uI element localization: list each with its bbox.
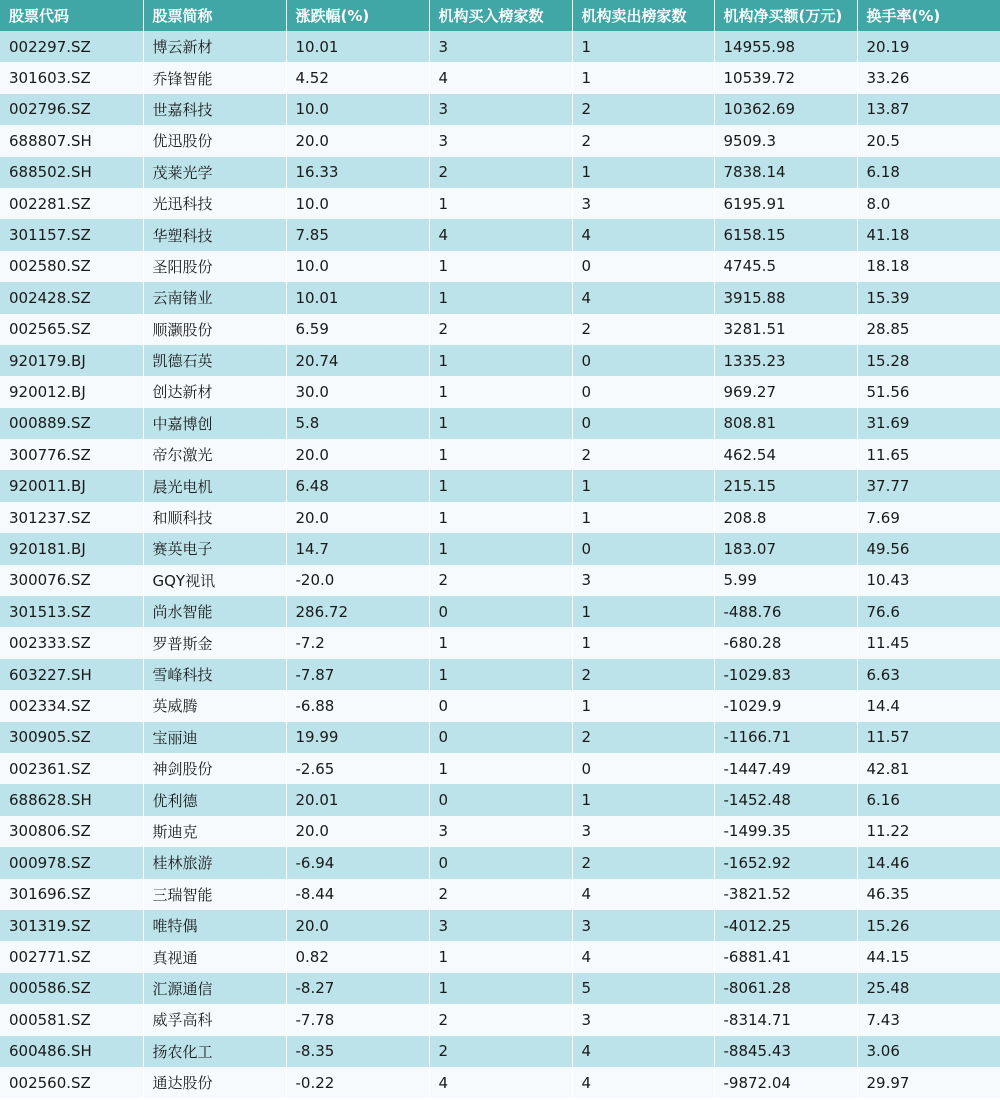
cell-stock-name: 晨光电机 <box>143 470 286 501</box>
cell-change-pct: 16.33 <box>286 157 429 188</box>
cell-inst-net-buy: 10539.72 <box>714 62 857 93</box>
cell-inst-net-buy: -488.76 <box>714 596 857 627</box>
cell-turnover-rate: 6.63 <box>857 659 1000 690</box>
cell-inst-net-buy: 6195.91 <box>714 188 857 219</box>
cell-stock-code: 920011.BJ <box>0 470 143 501</box>
cell-stock-name: 汇源通信 <box>143 973 286 1004</box>
table-row[interactable] <box>0 879 1000 910</box>
cell-inst-sell-count: 4 <box>572 282 714 313</box>
header-change-pct[interactable]: 涨跌幅(%) <box>286 0 429 31</box>
cell-inst-sell-count: 4 <box>572 941 714 972</box>
cell-change-pct: 30.0 <box>286 376 429 407</box>
cell-turnover-rate: 49.56 <box>857 533 1000 564</box>
header-turnover-rate[interactable]: 换手率(%) <box>857 0 1000 31</box>
cell-turnover-rate: 13.87 <box>857 94 1000 125</box>
table-row[interactable] <box>0 157 1000 188</box>
cell-stock-code: 688807.SH <box>0 125 143 156</box>
cell-change-pct: 20.0 <box>286 502 429 533</box>
cell-inst-sell-count: 2 <box>572 94 714 125</box>
cell-turnover-rate: 18.18 <box>857 251 1000 282</box>
cell-change-pct: -2.65 <box>286 753 429 784</box>
cell-inst-sell-count: 3 <box>572 1004 714 1035</box>
cell-stock-code: 920179.BJ <box>0 345 143 376</box>
cell-inst-net-buy: -8845.43 <box>714 1036 857 1067</box>
cell-inst-buy-count: 2 <box>429 879 572 910</box>
cell-inst-buy-count: 1 <box>429 973 572 1004</box>
cell-turnover-rate: 11.22 <box>857 816 1000 847</box>
cell-inst-buy-count: 3 <box>429 31 572 62</box>
cell-change-pct: 20.0 <box>286 125 429 156</box>
cell-change-pct: -7.87 <box>286 659 429 690</box>
cell-change-pct: 6.48 <box>286 470 429 501</box>
cell-inst-net-buy: -4012.25 <box>714 910 857 941</box>
table-row[interactable] <box>0 62 1000 93</box>
cell-change-pct: -7.2 <box>286 627 429 658</box>
table-row[interactable] <box>0 502 1000 533</box>
cell-change-pct: -8.27 <box>286 973 429 1004</box>
cell-turnover-rate: 14.4 <box>857 690 1000 721</box>
cell-inst-sell-count: 1 <box>572 596 714 627</box>
cell-inst-buy-count: 1 <box>429 627 572 658</box>
cell-change-pct: 10.01 <box>286 282 429 313</box>
table-row[interactable] <box>0 847 1000 878</box>
cell-turnover-rate: 7.69 <box>857 502 1000 533</box>
table-row[interactable] <box>0 1036 1000 1067</box>
cell-change-pct: 20.74 <box>286 345 429 376</box>
cell-change-pct: 10.0 <box>286 94 429 125</box>
cell-inst-sell-count: 2 <box>572 439 714 470</box>
cell-inst-sell-count: 4 <box>572 1067 714 1098</box>
cell-inst-buy-count: 3 <box>429 94 572 125</box>
cell-turnover-rate: 25.48 <box>857 973 1000 1004</box>
cell-inst-sell-count: 3 <box>572 816 714 847</box>
table-row[interactable] <box>0 251 1000 282</box>
cell-change-pct: 20.0 <box>286 910 429 941</box>
cell-inst-sell-count: 0 <box>572 376 714 407</box>
cell-inst-sell-count: 0 <box>572 533 714 564</box>
cell-inst-sell-count: 1 <box>572 31 714 62</box>
cell-stock-code: 301513.SZ <box>0 596 143 627</box>
cell-inst-net-buy: 9509.3 <box>714 125 857 156</box>
table-row[interactable] <box>0 376 1000 407</box>
cell-inst-buy-count: 0 <box>429 847 572 878</box>
cell-inst-buy-count: 0 <box>429 596 572 627</box>
cell-inst-buy-count: 2 <box>429 157 572 188</box>
cell-change-pct: -0.22 <box>286 1067 429 1098</box>
table-row[interactable] <box>0 722 1000 753</box>
cell-change-pct: 0.82 <box>286 941 429 972</box>
cell-inst-buy-count: 0 <box>429 722 572 753</box>
cell-stock-name: 桂林旅游 <box>143 847 286 878</box>
cell-inst-buy-count: 3 <box>429 125 572 156</box>
cell-inst-sell-count: 1 <box>572 690 714 721</box>
cell-inst-sell-count: 4 <box>572 879 714 910</box>
table-row[interactable] <box>0 596 1000 627</box>
table-row[interactable] <box>0 816 1000 847</box>
cell-inst-net-buy: -1652.92 <box>714 847 857 878</box>
cell-inst-net-buy: -8314.71 <box>714 1004 857 1035</box>
table-header-row <box>0 0 1000 31</box>
cell-change-pct: 10.01 <box>286 31 429 62</box>
cell-inst-net-buy: 3915.88 <box>714 282 857 313</box>
cell-inst-net-buy: -3821.52 <box>714 879 857 910</box>
cell-inst-net-buy: -1029.83 <box>714 659 857 690</box>
cell-stock-name: 三瑞智能 <box>143 879 286 910</box>
cell-turnover-rate: 46.35 <box>857 879 1000 910</box>
table-row[interactable] <box>0 408 1000 439</box>
table-row[interactable] <box>0 973 1000 1004</box>
cell-inst-sell-count: 3 <box>572 565 714 596</box>
cell-turnover-rate: 15.28 <box>857 345 1000 376</box>
cell-inst-net-buy: 6158.15 <box>714 219 857 250</box>
cell-stock-name: 优利德 <box>143 784 286 815</box>
cell-stock-name: 世嘉科技 <box>143 94 286 125</box>
table-row[interactable] <box>0 1004 1000 1035</box>
cell-inst-buy-count: 1 <box>429 188 572 219</box>
cell-turnover-rate: 10.43 <box>857 565 1000 596</box>
cell-turnover-rate: 20.19 <box>857 31 1000 62</box>
cell-inst-sell-count: 0 <box>572 345 714 376</box>
cell-stock-code: 000586.SZ <box>0 973 143 1004</box>
cell-inst-net-buy: 5.99 <box>714 565 857 596</box>
cell-inst-buy-count: 2 <box>429 1004 572 1035</box>
table-row[interactable] <box>0 565 1000 596</box>
cell-inst-sell-count: 3 <box>572 910 714 941</box>
cell-turnover-rate: 7.43 <box>857 1004 1000 1035</box>
cell-inst-net-buy: 10362.69 <box>714 94 857 125</box>
cell-inst-net-buy: -680.28 <box>714 627 857 658</box>
cell-turnover-rate: 41.18 <box>857 219 1000 250</box>
cell-inst-buy-count: 0 <box>429 784 572 815</box>
cell-change-pct: -6.88 <box>286 690 429 721</box>
cell-inst-buy-count: 2 <box>429 1036 572 1067</box>
header-inst-buy-count[interactable]: 机构买入榜家数 <box>429 0 572 31</box>
cell-inst-net-buy: -6881.41 <box>714 941 857 972</box>
cell-turnover-rate: 11.45 <box>857 627 1000 658</box>
cell-turnover-rate: 44.15 <box>857 941 1000 972</box>
cell-inst-buy-count: 2 <box>429 314 572 345</box>
cell-inst-sell-count: 0 <box>572 753 714 784</box>
cell-stock-name: GQY视讯 <box>143 565 286 596</box>
cell-inst-sell-count: 1 <box>572 62 714 93</box>
cell-change-pct: 20.0 <box>286 439 429 470</box>
cell-stock-name: 斯迪克 <box>143 816 286 847</box>
cell-inst-buy-count: 1 <box>429 502 572 533</box>
cell-change-pct: -8.35 <box>286 1036 429 1067</box>
cell-stock-name: 雪峰科技 <box>143 659 286 690</box>
table-row[interactable] <box>0 910 1000 941</box>
cell-inst-net-buy: 7838.14 <box>714 157 857 188</box>
table-row[interactable] <box>0 345 1000 376</box>
cell-turnover-rate: 31.69 <box>857 408 1000 439</box>
cell-inst-buy-count: 1 <box>429 282 572 313</box>
cell-inst-net-buy: 1335.23 <box>714 345 857 376</box>
table-row[interactable] <box>0 282 1000 313</box>
cell-turnover-rate: 6.18 <box>857 157 1000 188</box>
cell-stock-code: 300076.SZ <box>0 565 143 596</box>
cell-turnover-rate: 20.5 <box>857 125 1000 156</box>
cell-stock-name: 唯特偶 <box>143 910 286 941</box>
cell-inst-sell-count: 2 <box>572 847 714 878</box>
cell-inst-buy-count: 4 <box>429 62 572 93</box>
cell-inst-buy-count: 1 <box>429 251 572 282</box>
cell-stock-code: 688628.SH <box>0 784 143 815</box>
cell-inst-net-buy: 14955.98 <box>714 31 857 62</box>
cell-stock-name: 英威腾 <box>143 690 286 721</box>
cell-change-pct: 4.52 <box>286 62 429 93</box>
table-row[interactable] <box>0 659 1000 690</box>
cell-inst-buy-count: 1 <box>429 376 572 407</box>
cell-stock-code: 002281.SZ <box>0 188 143 219</box>
cell-inst-buy-count: 1 <box>429 753 572 784</box>
cell-stock-code: 301319.SZ <box>0 910 143 941</box>
table-row[interactable] <box>0 533 1000 564</box>
cell-inst-sell-count: 3 <box>572 188 714 219</box>
table-row[interactable] <box>0 31 1000 62</box>
cell-inst-buy-count: 1 <box>429 533 572 564</box>
table-row[interactable] <box>0 941 1000 972</box>
cell-inst-net-buy: -1166.71 <box>714 722 857 753</box>
table-row[interactable] <box>0 784 1000 815</box>
cell-stock-name: 优迅股份 <box>143 125 286 156</box>
cell-inst-sell-count: 1 <box>572 470 714 501</box>
cell-change-pct: 19.99 <box>286 722 429 753</box>
header-inst-sell-count[interactable]: 机构卖出榜家数 <box>572 0 714 31</box>
cell-stock-name: 博云新材 <box>143 31 286 62</box>
cell-inst-sell-count: 1 <box>572 502 714 533</box>
cell-change-pct: -20.0 <box>286 565 429 596</box>
cell-stock-code: 002580.SZ <box>0 251 143 282</box>
cell-stock-code: 000978.SZ <box>0 847 143 878</box>
cell-stock-name: 圣阳股份 <box>143 251 286 282</box>
table-row[interactable] <box>0 314 1000 345</box>
cell-inst-buy-count: 1 <box>429 439 572 470</box>
table-row[interactable] <box>0 753 1000 784</box>
cell-stock-name: 顺灏股份 <box>143 314 286 345</box>
cell-stock-code: 002334.SZ <box>0 690 143 721</box>
cell-inst-net-buy: 462.54 <box>714 439 857 470</box>
table-row[interactable] <box>0 188 1000 219</box>
cell-inst-buy-count: 3 <box>429 816 572 847</box>
cell-stock-code: 002428.SZ <box>0 282 143 313</box>
cell-inst-net-buy: 808.81 <box>714 408 857 439</box>
cell-inst-buy-count: 0 <box>429 690 572 721</box>
cell-change-pct: 6.59 <box>286 314 429 345</box>
cell-stock-name: 扬农化工 <box>143 1036 286 1067</box>
cell-turnover-rate: 14.46 <box>857 847 1000 878</box>
cell-stock-code: 603227.SH <box>0 659 143 690</box>
cell-turnover-rate: 29.97 <box>857 1067 1000 1098</box>
cell-stock-name: 神剑股份 <box>143 753 286 784</box>
cell-stock-code: 000581.SZ <box>0 1004 143 1035</box>
header-inst-net-buy[interactable]: 机构净买额(万元) <box>714 0 857 31</box>
cell-stock-name: 尚水智能 <box>143 596 286 627</box>
cell-inst-net-buy: 183.07 <box>714 533 857 564</box>
header-stock-code[interactable]: 股票代码 <box>0 0 143 31</box>
cell-stock-name: 帝尔激光 <box>143 439 286 470</box>
cell-inst-net-buy: -1029.9 <box>714 690 857 721</box>
cell-stock-name: 中嘉博创 <box>143 408 286 439</box>
cell-stock-code: 002560.SZ <box>0 1067 143 1098</box>
cell-stock-code: 000889.SZ <box>0 408 143 439</box>
cell-turnover-rate: 6.16 <box>857 784 1000 815</box>
cell-stock-name: 创达新材 <box>143 376 286 407</box>
cell-inst-sell-count: 2 <box>572 659 714 690</box>
cell-inst-net-buy: 208.8 <box>714 502 857 533</box>
cell-stock-name: 罗普斯金 <box>143 627 286 658</box>
cell-inst-sell-count: 1 <box>572 157 714 188</box>
table-row[interactable] <box>0 94 1000 125</box>
cell-stock-name: 赛英电子 <box>143 533 286 564</box>
cell-stock-name: 威孚高科 <box>143 1004 286 1035</box>
cell-stock-code: 301696.SZ <box>0 879 143 910</box>
cell-inst-sell-count: 4 <box>572 1036 714 1067</box>
cell-stock-name: 真视通 <box>143 941 286 972</box>
cell-turnover-rate: 15.26 <box>857 910 1000 941</box>
cell-turnover-rate: 11.57 <box>857 722 1000 753</box>
cell-inst-sell-count: 0 <box>572 408 714 439</box>
cell-inst-buy-count: 4 <box>429 1067 572 1098</box>
cell-stock-code: 301237.SZ <box>0 502 143 533</box>
cell-change-pct: 20.0 <box>286 816 429 847</box>
table-row[interactable] <box>0 690 1000 721</box>
table-body <box>0 31 1000 1098</box>
cell-stock-code: 301157.SZ <box>0 219 143 250</box>
cell-stock-name: 乔锋智能 <box>143 62 286 93</box>
cell-change-pct: -7.78 <box>286 1004 429 1035</box>
cell-turnover-rate: 33.26 <box>857 62 1000 93</box>
cell-stock-code: 002333.SZ <box>0 627 143 658</box>
cell-change-pct: -6.94 <box>286 847 429 878</box>
cell-turnover-rate: 51.56 <box>857 376 1000 407</box>
cell-inst-buy-count: 1 <box>429 659 572 690</box>
cell-inst-buy-count: 4 <box>429 219 572 250</box>
cell-inst-net-buy: 215.15 <box>714 470 857 501</box>
cell-inst-buy-count: 3 <box>429 910 572 941</box>
cell-stock-code: 002771.SZ <box>0 941 143 972</box>
cell-stock-name: 光迅科技 <box>143 188 286 219</box>
table-row[interactable] <box>0 125 1000 156</box>
cell-turnover-rate: 28.85 <box>857 314 1000 345</box>
cell-stock-code: 002565.SZ <box>0 314 143 345</box>
cell-stock-name: 茂莱光学 <box>143 157 286 188</box>
cell-inst-net-buy: 969.27 <box>714 376 857 407</box>
table-row[interactable] <box>0 439 1000 470</box>
cell-stock-code: 600486.SH <box>0 1036 143 1067</box>
cell-stock-code: 688502.SH <box>0 157 143 188</box>
cell-change-pct: 286.72 <box>286 596 429 627</box>
cell-inst-sell-count: 2 <box>572 722 714 753</box>
cell-stock-code: 920181.BJ <box>0 533 143 564</box>
table-row[interactable] <box>0 627 1000 658</box>
cell-stock-name: 云南锗业 <box>143 282 286 313</box>
cell-inst-buy-count: 1 <box>429 941 572 972</box>
cell-change-pct: 7.85 <box>286 219 429 250</box>
table-row[interactable] <box>0 219 1000 250</box>
cell-inst-net-buy: -1499.35 <box>714 816 857 847</box>
cell-stock-code: 300905.SZ <box>0 722 143 753</box>
cell-turnover-rate: 15.39 <box>857 282 1000 313</box>
cell-inst-net-buy: 4745.5 <box>714 251 857 282</box>
cell-inst-sell-count: 5 <box>572 973 714 1004</box>
cell-inst-buy-count: 1 <box>429 345 572 376</box>
cell-stock-code: 920012.BJ <box>0 376 143 407</box>
table-row[interactable] <box>0 1067 1000 1098</box>
cell-change-pct: 14.7 <box>286 533 429 564</box>
cell-inst-buy-count: 1 <box>429 408 572 439</box>
cell-turnover-rate: 11.65 <box>857 439 1000 470</box>
cell-turnover-rate: 3.06 <box>857 1036 1000 1067</box>
cell-stock-code: 002297.SZ <box>0 31 143 62</box>
cell-change-pct: -8.44 <box>286 879 429 910</box>
cell-inst-sell-count: 1 <box>572 784 714 815</box>
cell-stock-name: 和顺科技 <box>143 502 286 533</box>
cell-turnover-rate: 42.81 <box>857 753 1000 784</box>
cell-change-pct: 10.0 <box>286 251 429 282</box>
cell-stock-code: 301603.SZ <box>0 62 143 93</box>
cell-stock-name: 通达股份 <box>143 1067 286 1098</box>
cell-inst-sell-count: 4 <box>572 219 714 250</box>
cell-change-pct: 5.8 <box>286 408 429 439</box>
cell-stock-name: 凯德石英 <box>143 345 286 376</box>
cell-inst-sell-count: 2 <box>572 314 714 345</box>
cell-inst-buy-count: 1 <box>429 470 572 501</box>
cell-inst-net-buy: 3281.51 <box>714 314 857 345</box>
cell-inst-sell-count: 1 <box>572 627 714 658</box>
cell-stock-code: 300806.SZ <box>0 816 143 847</box>
cell-inst-sell-count: 2 <box>572 125 714 156</box>
cell-turnover-rate: 76.6 <box>857 596 1000 627</box>
cell-stock-name: 华塑科技 <box>143 219 286 250</box>
cell-inst-sell-count: 0 <box>572 251 714 282</box>
cell-inst-net-buy: -1452.48 <box>714 784 857 815</box>
cell-turnover-rate: 37.77 <box>857 470 1000 501</box>
cell-change-pct: 20.01 <box>286 784 429 815</box>
cell-inst-net-buy: -1447.49 <box>714 753 857 784</box>
cell-inst-buy-count: 2 <box>429 565 572 596</box>
table-row[interactable] <box>0 470 1000 501</box>
cell-stock-code: 002361.SZ <box>0 753 143 784</box>
cell-change-pct: 10.0 <box>286 188 429 219</box>
header-stock-name[interactable]: 股票简称 <box>143 0 286 31</box>
cell-stock-name: 宝丽迪 <box>143 722 286 753</box>
cell-inst-net-buy: -8061.28 <box>714 973 857 1004</box>
cell-stock-code: 002796.SZ <box>0 94 143 125</box>
cell-inst-net-buy: -9872.04 <box>714 1067 857 1098</box>
cell-turnover-rate: 8.0 <box>857 188 1000 219</box>
cell-stock-code: 300776.SZ <box>0 439 143 470</box>
